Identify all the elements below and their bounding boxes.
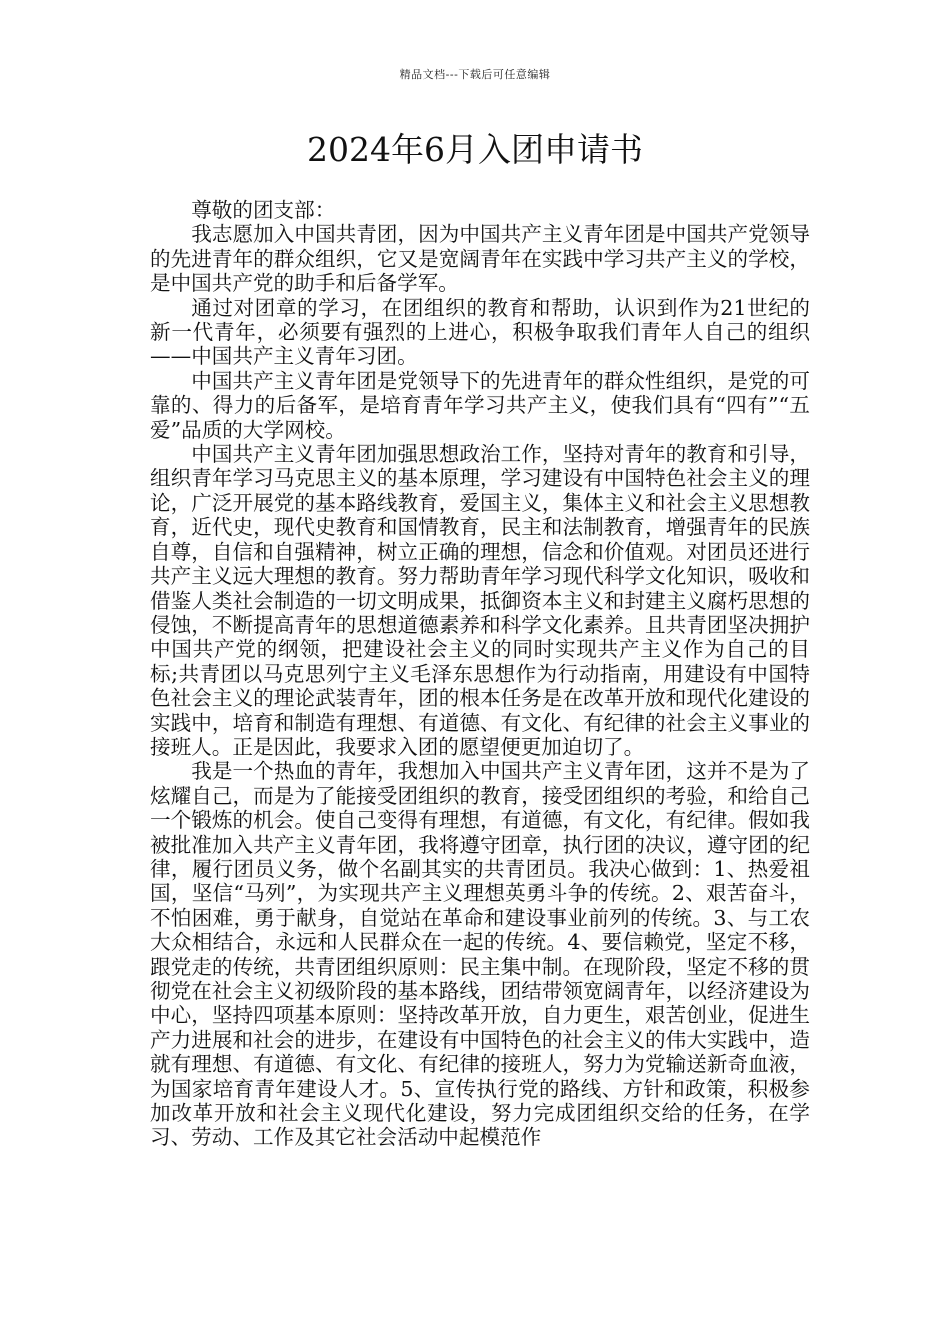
document-body [150,198,810,1150]
paragraph: 我志愿加入中国共青团，因为中国共产主义青年团是中国共产党领导的先进青年的群众组织，它又是宽阔青年在实践中学习共产主义的学校，是中国共产党的助手和后备学军。 [150,222,810,296]
header-note: 精品文档---下载后可任意编辑 [399,68,551,81]
document-title: 2024年6月入团申请书 [307,130,643,169]
paragraph: 我是一个热血的青年，我想加入中国共产主义青年团，这并不是为了炫耀自己，而是为了能接受团组织的教育，接受团组织的考验，和给自己一个锻炼的机会。使自己变得有理想，有道德，有文化，有纪律。假如我被批准加入共产主义青年团，我将遵守团章，执行团的决议，遵守团的纪律，履行团员义务，做个名副其实的共青团员。我决心做到：1、热爱祖国，坚信“马列”，为实现共产主义理想英勇斗争的传统。2、艰苦奋斗，不怕困难，勇于献身，自觉站在革命和建设事业前列的传统。3、与工农大众相结合，永远和人民群众在一起的传统。4、要信赖党，坚定不移，跟党走的传统，共青团组织原则：民主集中制。在现阶段，坚定不移的贯彻党在社会主义初级阶段的基本路线，团结带领宽阔青年，以经济建设为中心，坚持四项基本原则：坚持改革开放，自力更生，艰苦创业，促进生产力进展和社会的进步，在建设有中国特色的社会主义的伟大实践中，造就有理想、有道德、有文化、有纪律的接班人，努力为党输送新奇血液，为国家培育青年建设人才。5、宣传执行党的路线、方针和政策，积极参加改革开放和社会主义现代化建设，努力完成团组织交给的任务，在学习、劳动、工作及其它社会活动中起模范作 [150,759,810,1150]
salutation: 尊敬的团支部： [191,198,336,222]
paragraph: 中国共产主义青年团是党领导下的先进青年的群众性组织，是党的可靠的、得力的后备军，是培育青年学习共产主义，使我们具有“四有”“五爱”品质的大学网校。 [150,368,810,442]
paragraph: 中国共产主义青年团加强思想政治工作，坚持对青年的教育和引导，组织青年学习马克思主义的基本原理，学习建设有中国特色社会主义的理论，广泛开展党的基本路线教育，爱国主义，集体主义和社会主义思想教育，近代史，现代史教育和国情教育，民主和法制教育，增强青年的民族自尊，自信和自强精神，树立正确的理想，信念和价值观。对团员还进行共产主义远大理想的教育。努力帮助青年学习现代科学文化知识，吸收和借鉴人类社会制造的一切文明成果，抵御资本主义和封建主义腐朽思想的侵蚀，不断提高青年的思想道德素养和科学文化素养。且共青团坚决拥护中国共产党的纲领，把建设社会主义的同时实现共产主义作为自己的目标;共青团以马克思列宁主义毛泽东思想作为行动指南，用建设有中国特色社会主义的理论武装青年，团的根本任务是在改革开放和现代化建设的实践中，培育和制造有理想、有道德、有文化、有纪律的社会主义事业的接班人。正是因此，我要求入团的愿望便更加迫切了。 [150,442,810,759]
paragraph: 通过对团章的学习，在团组织的教育和帮助，认识到作为21世纪的新一代青年，必须要有强烈的上进心，积极争取我们青年人自己的组织——中国共产主义青年习团。 [150,295,810,369]
